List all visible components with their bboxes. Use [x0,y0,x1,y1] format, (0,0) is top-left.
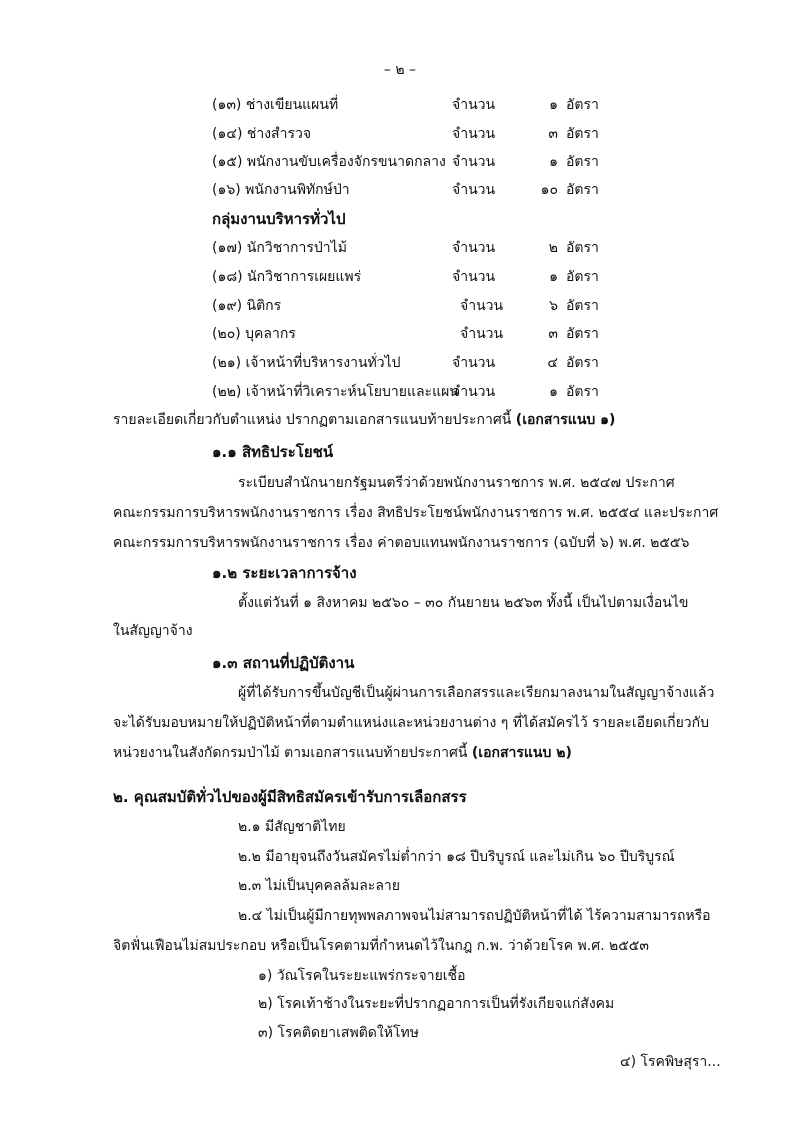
unit-label: อัตรา [566,97,599,113]
count-label: จำนวน [460,326,504,342]
group-heading: กลุ่มงานบริหารทั่วไป [212,210,346,228]
section-1-3-heading: ๑.๓ สถานที่ปฏิบัติงาน [212,654,355,672]
position-count: ๑ [549,269,558,285]
unit-label: อัตรา [566,154,599,170]
page-number: – ๒ – [383,62,417,78]
position-row [212,296,612,316]
unit-label: อัตรา [566,240,599,256]
unit-label: อัตรา [566,126,599,142]
position-count: ๒ [548,240,558,256]
position-name: (๑๔) ช่างสำรวจ [212,126,312,142]
position-count: ๔ [547,355,558,371]
position-name: (๒๒) เจ้าหน้าที่วิเคราะห์นโยบายและแผน [212,384,459,400]
count-label: จำนวน [460,298,504,314]
qualification-item: ๒.๓ ไม่เป็นบุคคลล้มละลาย [238,878,400,894]
details-note [113,410,615,430]
position-row [212,353,612,373]
position-name: (๑๙) นิติกร [212,298,282,314]
section-1-1-heading: ๑.๑ สิทธิประโยชน์ [212,443,334,461]
details-note-text: รายละเอียดเกี่ยวกับตำแหน่ง ปรากฏตามเอกสารแนบท้ายประกาศนี้ [113,412,516,428]
position-count: ๑๐ [540,182,558,198]
count-label: จำนวน [452,269,496,285]
count-label: จำนวน [452,126,496,142]
position-row [212,267,612,287]
position-name: (๑๕) พนักงานขับเครื่องจักรขนาดกลาง [212,154,446,170]
section-1-1-line: ระเบียบสำนักนายกรัฐมนตรีว่าด้วยพนักงานราชการ พ.ศ. ๒๕๔๗ ประกาศ [238,475,675,491]
position-count: ๑ [549,154,558,170]
section-1-3-text: หน่วยงานในสังกัดกรมป่าไม้ ตามเอกสารแนบท้ายประกาศนี้ [113,745,472,761]
section-1-3-line [113,743,572,763]
position-row [212,180,612,200]
count-label: จำนวน [452,355,496,371]
count-label: จำนวน [452,384,496,400]
unit-label: อัตรา [566,182,599,198]
count-label: จำนวน [452,97,496,113]
position-row [212,124,612,144]
position-row [212,152,612,172]
qualification-item: ๒.๒ มีอายุจนถึงวันสมัครไม่ต่ำกว่า ๑๘ ปีบริบูรณ์ และไม่เกิน ๖๐ ปีบริบูรณ์ [238,849,675,865]
position-count: ๖ [549,298,558,314]
position-name: (๑๘) นักวิชาการเผยแพร่ [212,269,362,285]
disease-item: ๓) โรคติดยาเสพติดให้โทษ [258,1025,419,1041]
position-name: (๑๓) ช่างเขียนแผนที่ [212,97,339,113]
position-name: (๑๖) พนักงานพิทักษ์ป่า [212,182,350,198]
position-row [212,238,612,258]
position-row [212,382,612,402]
section-2-heading: ๒. คุณสมบัติทั่วไปของผู้มีสิทธิสมัครเข้ารับการเลือกสรร [113,788,467,806]
qualification-item: ๒.๔ ไม่เป็นผู้มีกายทุพพลภาพจนไม่สามารถปฏิบัติหน้าที่ได้ ไร้ความสามารถหรือ [238,908,711,924]
disease-item: ๒) โรคเท้าช้างในระยะที่ปรากฏอาการเป็นที่รังเกียจแก่สังคม [258,996,615,1012]
unit-label: อัตรา [566,298,599,314]
count-label: จำนวน [452,240,496,256]
qualification-item: ๒.๑ มีสัญชาติไทย [238,819,346,835]
position-name: (๒๑) เจ้าหน้าที่บริหารงานทั่วไป [212,355,401,371]
section-1-1-line: คณะกรรมการบริหารพนักงานราชการ เรื่อง สิทธิประโยชน์พนักงานราชการ พ.ศ. ๒๕๕๔ และประกาศ [113,505,719,521]
qualification-item-cont: จิตฟั่นเฟือนไม่สมประกอบ หรือเป็นโรคตามที่กำหนดไว้ในกฎ ก.พ. ว่าด้วยโรค พ.ศ. ๒๕๕๓ [113,938,649,954]
count-label: จำนวน [452,154,496,170]
unit-label: อัตรา [566,269,599,285]
attachment-ref: (เอกสารแนบ ๒) [471,745,572,761]
position-count: ๓ [548,326,558,342]
unit-label: อัตรา [566,355,599,371]
unit-label: อัตรา [566,326,599,342]
section-1-1-line: คณะกรรมการบริหารพนักงานราชการ เรื่อง ค่าตอบแทนพนักงานราชการ (ฉบับที่ ๖) พ.ศ. ๒๕๕๖ [113,535,690,551]
continuation-text: ๔) โรคพิษสุรา... [620,1054,721,1070]
unit-label: อัตรา [566,384,599,400]
section-1-3-line: จะได้รับมอบหมายให้ปฏิบัติหน้าที่ตามตำแหน่งและหน่วยงานต่าง ๆ ที่ได้สมัครไว้ รายละเอียดเกี่ยวกับ [113,715,710,731]
count-label: จำนวน [452,182,496,198]
position-name: (๑๗) นักวิชาการป่าไม้ [212,240,347,256]
section-1-2-line: ตั้งแต่วันที่ ๑ สิงหาคม ๒๕๖๐ – ๓๐ กันยายน ๒๕๖๓ ทั้งนี้ เป็นไปตามเงื่อนไข [238,595,689,611]
section-1-2-line: ในสัญญาจ้าง [113,623,193,639]
attachment-ref: (เอกสารแนบ ๑) [515,412,616,428]
position-count: ๑ [549,384,558,400]
position-row [212,95,612,115]
position-count: ๑ [549,97,558,113]
section-1-2-heading: ๑.๒ ระยะเวลาการจ้าง [212,564,357,582]
position-row [212,324,612,344]
position-count: ๓ [548,126,558,142]
disease-item: ๑) วัณโรคในระยะแพร่กระจายเชื้อ [258,968,466,984]
position-name: (๒๐) บุคลากร [212,326,296,342]
section-1-3-line: ผู้ที่ได้รับการขึ้นบัญชีเป็นผู้ผ่านการเลือกสรรและเรียกมาลงนามในสัญญาจ้างแล้ว [238,685,715,701]
